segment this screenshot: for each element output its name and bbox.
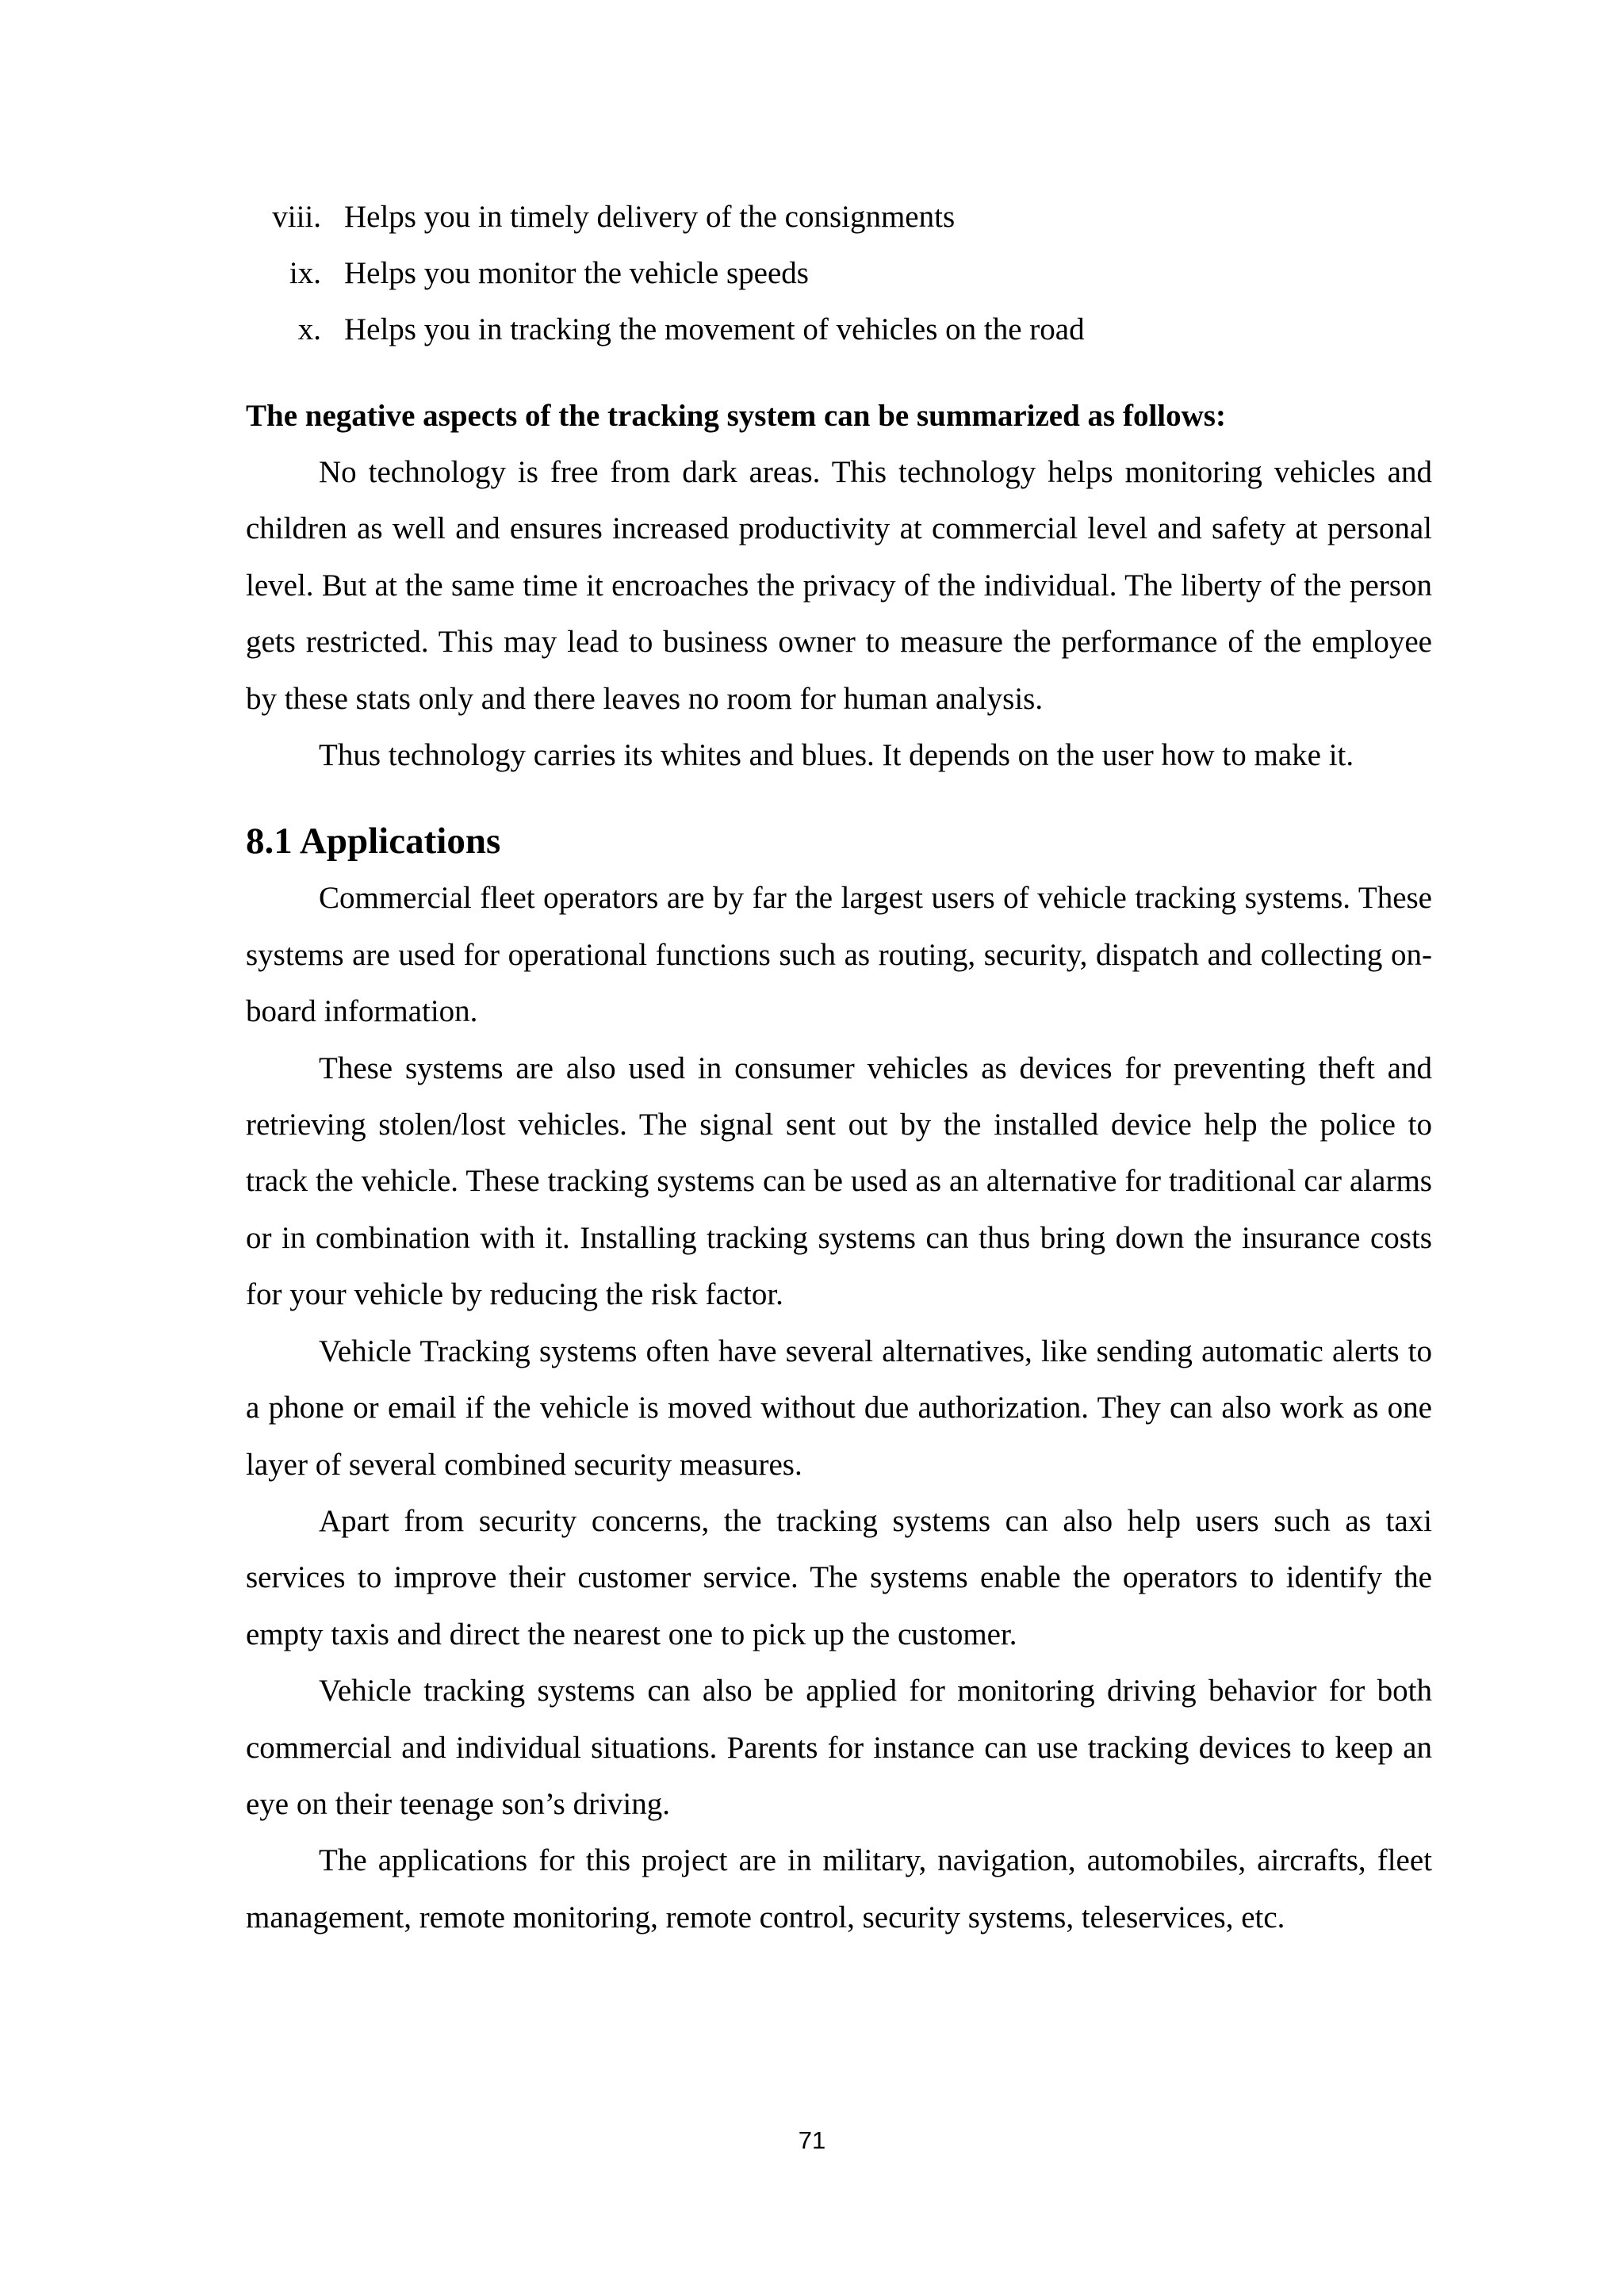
applications-paragraph: The applications for this project are in military, navigation, automobiles, aircrafts, fleet management, remote monitoring, remote control, security systems, teleservices, etc. [246,1843,1432,1934]
list-item-text: Helps you in tracking the movement of vehicles on the road [344,312,1085,346]
section-heading-applications: 8.1 Applications [246,821,501,863]
list-item [246,189,1432,245]
page-number: 71 [798,2126,826,2154]
list-item [246,245,1432,301]
applications-paragraph: Apart from security concerns, the tracking systems can also help users such as taxi services to improve their customer service. The systems enable the operators to identify the empty taxis and direct the nearest one to pick up the customer. [246,1503,1432,1651]
benefits-list [246,189,1432,358]
list-item [246,301,1432,358]
list-item-number: ix. [289,256,321,290]
applications-paragraph: Commercial fleet operators are by far the largest users of vehicle tracking systems. These systems are used for operational functions such as routing, security, dispatch and collecting on-board information. [246,881,1432,1029]
negative-paragraph: No technology is free from dark areas. This technology helps monitoring vehicles and children as well and ensures increased productivity at commercial level and safety at personal level. But at the same time it encroaches the privacy of the individual. The liberty of the person gets restricted. This may lead to business owner to measure the performance of the employee by these stats only and there leaves no room for human analysis. [246,455,1432,716]
negative-conclusion-paragraph: Thus technology carries its whites and blues. It depends on the user how to make it. [319,738,1354,773]
list-item-number: x. [297,312,321,346]
document-page [246,189,1432,1946]
applications-paragraph: Vehicle tracking systems can also be applied for monitoring driving behavior for both commercial and individual situations. Parents for instance can use tracking devices to keep an eye on their teenage son’s driving. [246,1674,1432,1821]
list-item-text: Helps you in timely delivery of the consignments [344,200,956,234]
applications-paragraph: Vehicle Tracking systems often have several alternatives, like sending automatic alerts to a phone or email if the vehicle is moved without due authorization. They can also work as one layer of several combined security measures. [246,1334,1432,1482]
negative-aspects-heading: The negative aspects of the tracking system can be summarized as follows: [246,399,1226,433]
list-item-number: viii. [272,200,321,234]
applications-paragraph: These systems are also used in consumer vehicles as devices for preventing theft and retrieving stolen/lost vehicles. The signal sent out by the installed device help the police to track the vehicle. These tracking systems can be used as an alternative for traditional car alarms or in combination with it. Installing tracking systems can thus bring down the insurance costs for your vehicle by reducing the risk factor. [246,1050,1432,1312]
list-item-text: Helps you monitor the vehicle speeds [344,256,809,290]
